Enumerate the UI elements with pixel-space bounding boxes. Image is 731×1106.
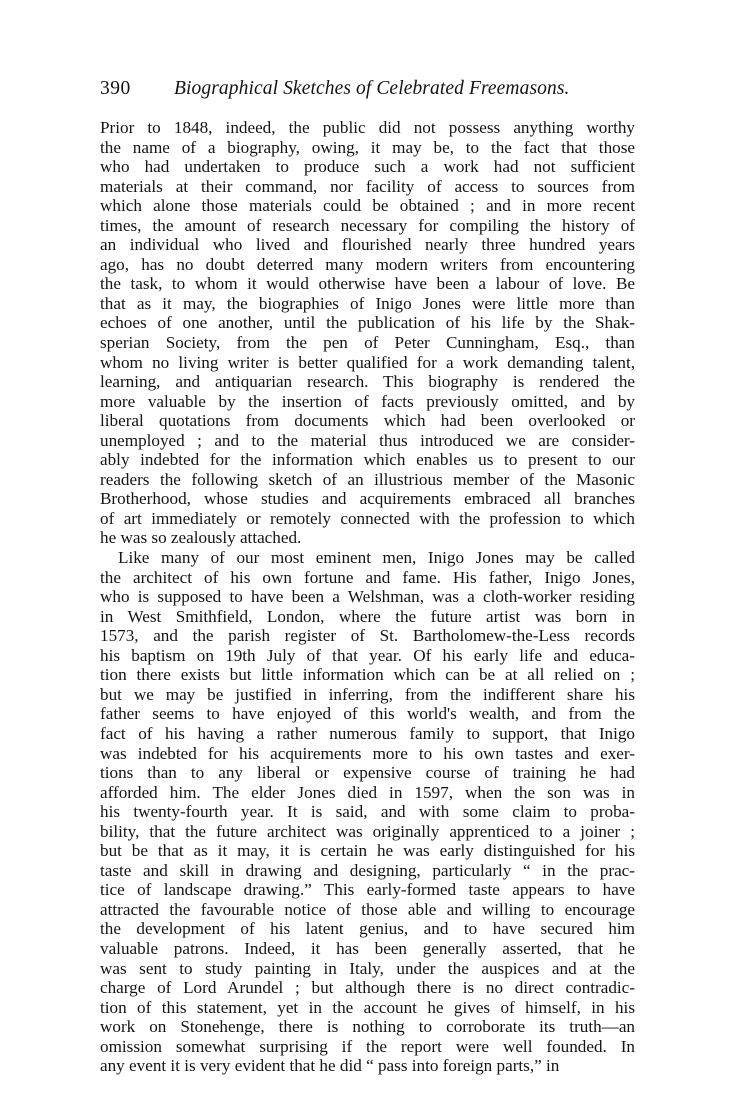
text-line: sperian Society, from the pen of Peter Cunningham, Esq., than (100, 333, 635, 353)
text-line: 1573, and the parish register of St. Bartholomew-the-Less records (100, 626, 635, 646)
text-line: was indebted for his acquirements more to his own tastes and exer- (100, 743, 635, 763)
text-line: in West Smithfield, London, where the future artist was born in (100, 606, 635, 626)
text-line: but we may be justified in inferring, from the indifferent share his (100, 684, 635, 704)
text-line: taste and skill in drawing and designing, particularly “ in the prac- (100, 860, 635, 880)
text-line: tion of this statement, yet in the account he gives of himself, in his (100, 997, 635, 1017)
paragraph (100, 548, 635, 1076)
text-line: readers the following sketch of an illustrious member of the Masonic (100, 469, 635, 489)
text-line: Like many of our most eminent men, Inigo Jones may be called (118, 548, 635, 568)
text-line: was sent to study painting in Italy, under the auspices and at the (100, 958, 635, 978)
text-line: Brotherhood, whose studies and acquirements embraced all branches (100, 489, 635, 509)
text-line: whom no living writer is better qualified for a work demanding talent, (100, 352, 635, 372)
text-line: the name of a biography, owing, it may be, to the fact that those (100, 137, 635, 157)
text-line: afforded him. The elder Jones died in 1597, when the son was in (100, 782, 635, 802)
text-line: ably indebted for the information which enables us to present to our (100, 450, 635, 470)
page-number: 390 (100, 78, 131, 99)
text-line: unemployed ; and to the material thus introduced we are consider- (100, 430, 635, 450)
text-line: valuable patrons. Indeed, it has been generally asserted, that he (100, 938, 635, 958)
text-line: that as it may, the biographies of Inigo Jones were little more than (100, 293, 635, 313)
text-line: charge of Lord Arundel ; but although there is no direct contradic- (100, 978, 635, 998)
text-line: fact of his having a rather numerous family to support, that Inigo (100, 723, 635, 743)
text-line: tions than to any liberal or expensive course of training he had (100, 763, 635, 783)
text-line: who is supposed to have been a Welshman, was a cloth-worker residing (100, 587, 635, 607)
text-line: he was so zealously attached. (100, 528, 302, 548)
text-line: echoes of one another, until the publication of his life by the Shak- (100, 313, 635, 333)
text-line: his twenty-fourth year. It is said, and with some claim to proba- (100, 802, 635, 822)
text-line: which alone those materials could be obtained ; and in more recent (100, 196, 635, 216)
text-line: Prior to 1848, indeed, the public did not possess anything worthy (100, 118, 635, 137)
text-line: the task, to whom it would otherwise have been a labour of love. Be (100, 274, 635, 294)
book-page (100, 76, 635, 1076)
text-line: learning, and antiquarian research. This biography is rendered the (100, 372, 635, 392)
text-line: ago, has no doubt deterred many modern writers from encountering (100, 254, 635, 274)
text-line: the development of his latent genius, and to have secured him (100, 919, 635, 939)
text-line: his baptism on 19th July of that year. Of his early life and educa- (100, 645, 635, 665)
text-line: work on Stonehenge, there is nothing to corroborate its truth—an (100, 1017, 635, 1037)
text-line: of art immediately or remotely connected with the profession to which (100, 508, 635, 528)
text-line: more valuable by the insertion of facts previously omitted, and by (100, 391, 635, 411)
text-line: an individual who lived and flourished nearly three hundred years (100, 235, 635, 255)
running-title: Biographical Sketches of Celebrated Freemasons. (174, 78, 570, 99)
text-line: attracted the favourable notice of those able and willing to encourage (100, 899, 635, 919)
text-line: any event it is very evident that he did “ pass into foreign parts,” in (100, 1056, 560, 1076)
text-line: omission somewhat surprising if the report were well founded. In (100, 1036, 635, 1056)
text-line: the architect of his own fortune and fame. His father, Inigo Jones, (100, 567, 635, 587)
paragraph (100, 118, 635, 548)
text-line: times, the amount of research necessary for compiling the history of (100, 215, 635, 235)
running-head (100, 76, 635, 102)
text-line: liberal quotations from documents which had been overlooked or (100, 411, 635, 431)
text-line: bility, that the future architect was originally apprenticed to a joiner ; (100, 821, 635, 841)
text-line: materials at their command, nor facility of access to sources from (100, 176, 635, 196)
body-text (100, 118, 635, 1076)
text-line: tice of landscape drawing.” This early-formed taste appears to have (100, 880, 635, 900)
text-line: tion there exists but little information which can be at all relied on ; (100, 665, 635, 685)
text-line: who had undertaken to produce such a work had not sufficient (100, 157, 635, 177)
text-line: father seems to have enjoyed of this world's wealth, and from the (100, 704, 635, 724)
text-line: but be that as it may, it is certain he was early distinguished for his (100, 841, 635, 861)
